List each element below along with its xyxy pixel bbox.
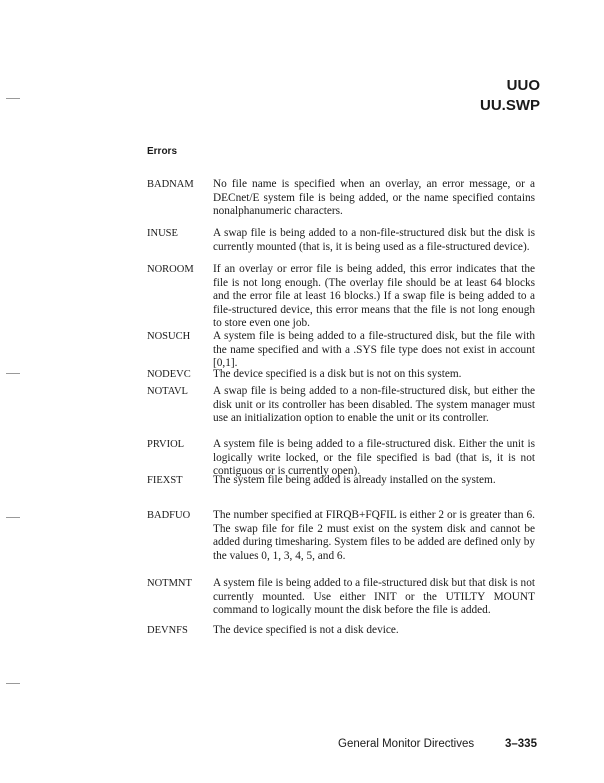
scan-mark xyxy=(6,683,20,684)
error-description: The system file being added is already installed on the system. xyxy=(213,474,496,486)
error-entry xyxy=(147,368,537,382)
error-entry xyxy=(147,474,537,488)
scan-mark xyxy=(6,98,20,99)
error-entry xyxy=(147,385,537,426)
error-code: NOTAVL xyxy=(147,386,188,397)
error-code: NOSUCH xyxy=(147,331,191,342)
error-entry xyxy=(147,227,537,254)
error-description: No file name is specified when an overlay, an error message, or a DECnet/E system file is being added, or the name specified contains nonalphanumeric characters. xyxy=(213,178,535,218)
error-description: The number specified at FIRQB+FQFIL is either 2 or is greater than 6. The swap file for file 2 must exist on the system disk and cannot be added during timesharing. System files to be added are defined only by the values 0, 1, 3, 4, 5, and 6. xyxy=(213,509,535,562)
error-description: A system file is being added to a file-structured disk, but the file with the name specified and with a .SYS file type does not exist in account [0,1]. xyxy=(213,330,535,370)
error-entry xyxy=(147,330,537,371)
error-entry xyxy=(147,178,537,219)
error-entry xyxy=(147,438,537,479)
error-code: DEVNFS xyxy=(147,625,188,636)
scan-mark xyxy=(6,373,20,374)
error-code: NOTMNT xyxy=(147,578,192,589)
error-description: The device specified is not a disk device. xyxy=(213,624,399,636)
error-entry xyxy=(147,624,537,638)
error-description: A swap file is being added to a non-file-structured disk, but either the disk unit or its controller has been disabled. The system manager must use an initialization option to enable the unit or its controller. xyxy=(213,385,535,425)
error-entry xyxy=(147,263,537,331)
error-code: NOROOM xyxy=(147,264,194,275)
error-description: A swap file is being added to a non-file-structured disk but the disk is currently mounted (that is, it is being used as a file-structured device). xyxy=(213,227,535,253)
page-subtitle: UU.SWP xyxy=(480,97,540,114)
error-code: BADNAM xyxy=(147,179,194,190)
error-code: FIEXST xyxy=(147,475,183,486)
error-description: If an overlay or error file is being added, this error indicates that the file is not long enough. (The overlay file should be at least 64 blocks and the error file at least 16 blocks.) If a swap file is being added to a file-structured device, this error means that the file is not long enough to store even one job. xyxy=(213,263,535,330)
footer-page-number: 3–335 xyxy=(505,738,537,750)
error-code: PRVIOL xyxy=(147,439,185,450)
section-heading: Errors xyxy=(147,146,178,157)
scan-mark xyxy=(6,517,20,518)
error-code: NODEVC xyxy=(147,369,191,380)
error-description: The device specified is a disk but is not on this system. xyxy=(213,368,462,380)
error-description: A system file is being added to a file-structured disk but that disk is not currently mounted. Use either INIT or the UTILTY MOUNT command to logically mount the disk before the file is added. xyxy=(213,577,535,617)
error-description: A system file is being added to a file-structured disk. Either the unit is logically write locked, or the file specified is bad (that is, it is not contiguous or is currently open). xyxy=(213,438,535,478)
error-code: BADFUO xyxy=(147,510,191,521)
page-title: UUO xyxy=(506,77,540,94)
footer-section-title: General Monitor Directives xyxy=(338,738,475,750)
error-entry xyxy=(147,509,537,563)
error-code: INUSE xyxy=(147,228,178,239)
error-entry xyxy=(147,577,537,618)
